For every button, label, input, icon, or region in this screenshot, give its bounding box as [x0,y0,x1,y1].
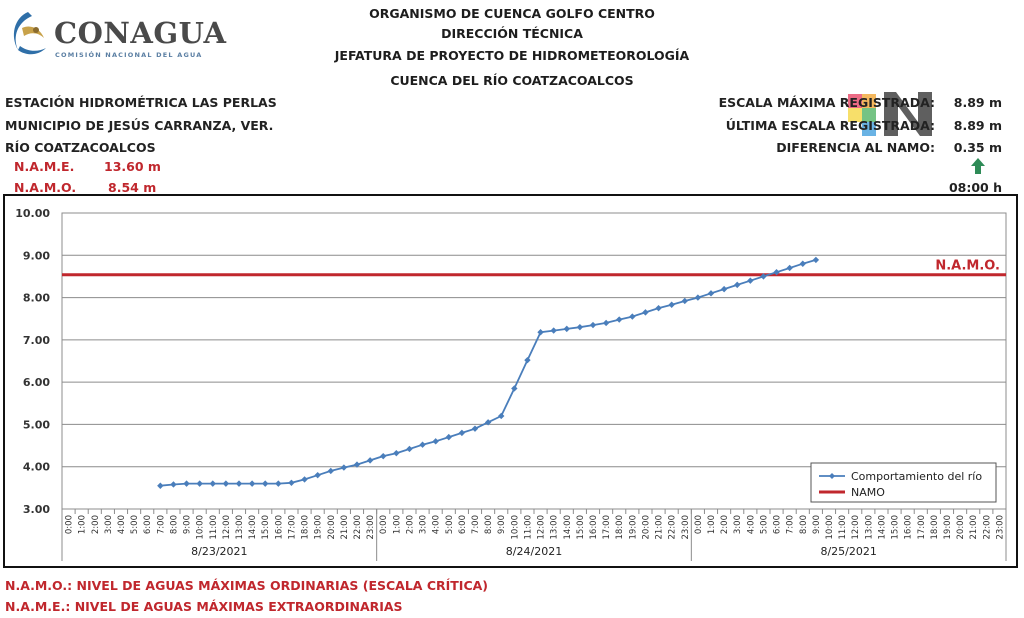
x-tick-label: 18:00 [929,515,940,540]
x-tick-label: 15:00 [575,515,586,540]
legend-namo-label: NAMO [851,486,885,499]
x-tick-label: 10:00 [510,515,521,540]
x-tick-label: 8:00 [798,515,809,535]
x-tick-label: 21:00 [654,515,665,540]
max-scale-label: ESCALA MÁXIMA REGISTRADA: [718,95,935,110]
x-tick-label: 22:00 [353,515,363,540]
x-tick-label: 6:00 [457,515,468,535]
x-tick-label: 11:00 [523,515,534,540]
x-tick-label: 13:00 [235,515,245,540]
x-tick-label: 19:00 [943,515,953,540]
x-tick-label: 2:00 [90,515,101,535]
x-tick-label: 12:00 [536,515,547,540]
x-tick-label: 9:00 [811,515,822,535]
x-tick-label: 6:00 [772,515,783,535]
name-value: 13.60 m [104,159,161,174]
y-tick-label: 10.00 [15,207,50,220]
x-tick-label: 20:00 [326,515,337,540]
x-tick-label: 14:00 [562,515,573,540]
x-tick-label: 8:00 [484,515,495,535]
x-tick-label: 10:00 [195,515,206,540]
x-tick-label: 0:00 [64,515,75,535]
x-tick-label: 9:00 [497,515,508,535]
conagua-logo [4,6,227,64]
y-tick-label: 7.00 [22,333,50,347]
x-tick-label: 22:00 [667,515,678,540]
x-tick-label: 18:00 [300,515,311,540]
namo-label: N.A.M.O. [14,180,77,195]
x-tick-label: 1:00 [392,515,403,535]
x-tick-label: 7:00 [156,515,167,535]
x-tick-label: 3:00 [418,515,429,535]
x-tick-label: 12:00 [851,515,862,540]
river-level-chart [5,196,1015,565]
conagua-emblem-icon [4,6,52,64]
x-tick-label: 13:00 [864,515,875,540]
x-tick-label: 16:00 [274,515,285,540]
x-tick-label: 22:00 [982,515,993,540]
namo-annotation: N.A.M.O. [935,258,1000,274]
x-tick-label: 9:00 [182,515,193,535]
x-tick-label: 0:00 [693,515,704,535]
x-tick-label: 2:00 [720,515,731,535]
x-tick-label: 17:00 [602,515,613,540]
x-tick-label: 15:00 [890,515,901,540]
logo-wordmark: CONAGUA [54,16,227,50]
x-tick-label: 5:00 [444,515,455,535]
y-tick-label: 4.00 [22,460,50,474]
x-tick-label: 20:00 [641,515,652,540]
namo-definition: N.A.M.O.: NIVEL DE AGUAS MÁXIMAS ORDINARIAS (ESCALA CRÍTICA) [5,578,489,593]
x-tick-label: 11:00 [208,515,219,540]
day-label: 8/25/2021 [820,545,877,558]
x-tick-label: 16:00 [589,515,599,540]
x-tick-label: 23:00 [995,515,1006,540]
name-label: N.A.M.E. [14,159,75,174]
x-tick-label: 11:00 [838,515,849,540]
x-tick-label: 7:00 [471,515,481,535]
namo-value: 8.54 m [108,180,157,195]
x-tick-label: 16:00 [903,515,914,540]
x-tick-label: 21:00 [969,515,980,540]
logo-subtitle: COMISIÓN NACIONAL DEL AGUA [55,51,203,59]
station-name: ESTACIÓN HIDROMÉTRICA LAS PERLAS [5,95,277,110]
x-tick-label: 4:00 [117,515,127,535]
x-tick-label: 1:00 [707,515,717,535]
day-label: 8/24/2021 [505,545,563,558]
x-tick-label: 3:00 [733,515,744,535]
x-tick-label: 14:00 [877,515,888,540]
header-project: JEFATURA DE PROYECTO DE HIDROMETEOROLOGÍA [334,48,690,63]
y-tick-label: 6.00 [22,376,50,390]
y-tick-label: 5.00 [22,418,50,432]
last-scale-value: 8.89 m [953,118,1002,133]
x-tick-label: 3:00 [103,515,114,535]
header-basin: CUENCA DEL RÍO COATZACOALCOS [390,73,634,88]
x-tick-label: 10:00 [825,515,835,540]
x-tick-label: 4:00 [431,515,442,535]
x-tick-label: 13:00 [549,515,560,540]
x-tick-label: 2:00 [405,515,416,535]
report-time: 08:00 h [948,180,1002,195]
x-tick-label: 19:00 [313,515,324,540]
x-tick-label: 18:00 [615,515,626,540]
namo-difference-label: DIFERENCIA AL NAMO: [776,140,935,155]
day-label: 8/23/2021 [191,545,248,558]
x-tick-label: 0:00 [379,515,390,535]
x-tick-label: 15:00 [261,515,272,540]
x-tick-label: 7:00 [785,515,796,535]
x-tick-label: 20:00 [956,515,967,540]
x-tick-label: 1:00 [77,515,88,535]
x-tick-label: 8:00 [169,515,180,535]
y-tick-label: 9.00 [22,249,50,263]
x-tick-label: 4:00 [746,515,757,535]
x-tick-label: 19:00 [628,515,639,540]
name-definition: N.A.M.E.: NIVEL DE AGUAS MÁXIMAS EXTRAORDINARIAS [5,599,403,614]
header-direction: DIRECCIÓN TÉCNICA [441,26,583,41]
x-tick-label: 5:00 [759,515,770,535]
x-tick-label: 14:00 [248,515,259,540]
header-organization: ORGANISMO DE CUENCA GOLFO CENTRO [369,6,655,21]
station-river: RÍO COATZACOALCOS [5,140,156,155]
x-tick-label: 17:00 [916,515,927,540]
y-tick-label: 8.00 [22,291,50,305]
up-arrow-icon [970,157,986,175]
y-tick-label: 3.00 [22,503,50,516]
x-tick-label: 6:00 [143,515,154,535]
x-tick-label: 23:00 [366,515,377,540]
x-tick-label: 12:00 [221,515,232,540]
max-scale-value: 8.89 m [953,95,1002,110]
last-scale-label: ÚLTIMA ESCALA REGISTRADA: [725,118,935,133]
namo-difference-value: 0.35 m [953,140,1002,155]
x-tick-label: 5:00 [130,515,141,535]
legend-river-label: Comportamiento del río [851,470,983,483]
x-tick-label: 23:00 [680,515,691,540]
x-tick-label: 21:00 [339,515,350,540]
station-municipality: MUNICIPIO DE JESÚS CARRANZA, VER. [5,118,274,133]
chart-frame [3,194,1018,568]
x-tick-label: 17:00 [287,515,298,540]
